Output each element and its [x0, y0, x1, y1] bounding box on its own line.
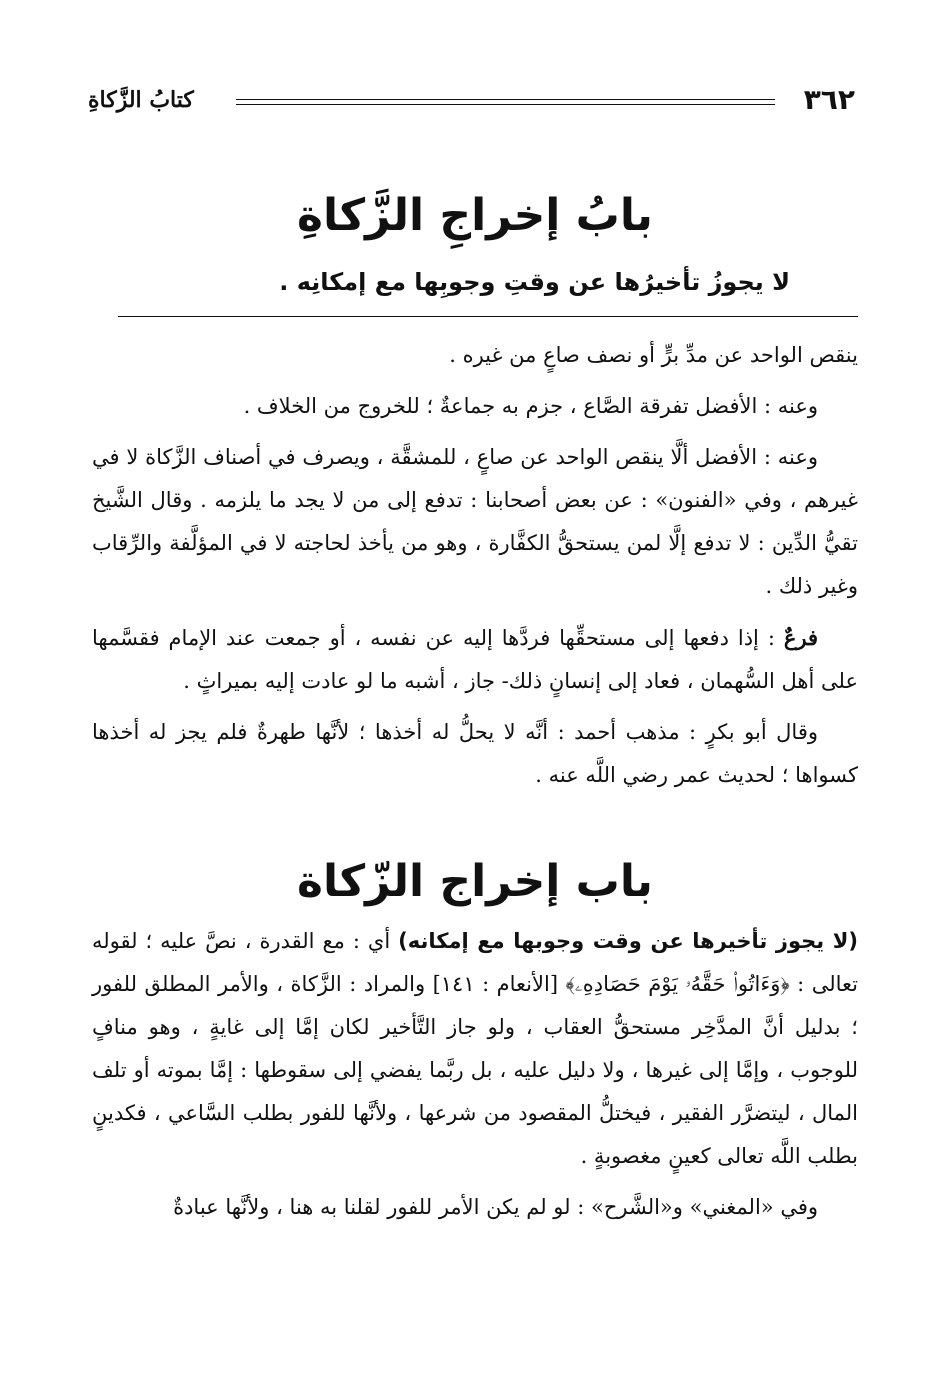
chapter-heading: بابُ إخراجِ الزَّكاةِ: [297, 190, 653, 241]
paragraph: [92, 616, 858, 703]
matn-text: لا يجوزُ تأخيرُها عن وقتِ وجوبِها مع إمكانِه .: [279, 268, 790, 296]
paragraph: وعنه : الأفضل ألَّا ينقص الواحد عن صاعٍ ، للمشقَّة ، ويصرف في أصناف الزَّكاة لا في غيرهم ، وفي «الفنون» : عن بعض أصحابنا : تدفع إلى من لا يجد ما يلزمه . وقال الشَّيخ تقيُّ الدِّين : لا تدفع إلَّا لمن يستحقُّ الكفَّارة ، وهو من يأخذ لحاجته لا في المؤلَّفة والرِّقاب وغير ذلك .: [92, 445, 858, 598]
book-title: كتابُ الزَّكاةِ: [88, 87, 194, 113]
paragraph-text: : إذا دفعها إلى مستحقِّها فردَّها إليه عن نفسه ، أو جمعت عند الإمام فقسَّمها على أهل السُّهمان ، فعاد إلى إنسانٍ ذلك- جاز ، أشبه ما لو عادت إليه بميراثٍ .: [92, 626, 858, 693]
paragraph: وقال أبو بكرٍ : مذهب أحمد : أنَّه لا يحلُّ له أخذها ؛ لأنَّها طهرةٌ فلم يجز له أخذها كسواها ؛ لحديث عمر رضي اللَّه عنه .: [92, 720, 858, 787]
paragraph: [92, 920, 858, 1178]
far-label: فرعٌ: [783, 625, 818, 650]
header-rule: [236, 99, 775, 100]
running-header: [88, 80, 855, 120]
matn-quote: (لا يجوز تأخيرها عن وقت وجوبها مع إمكانه): [398, 929, 858, 953]
main-commentary: [92, 920, 858, 1237]
paragraph-text: أي : مع القدرة ، نصَّ عليه ؛ لقوله تعالى : ﴿وَءَاتُوا۟ حَقَّهُۥ يَوْمَ حَصَادِهِۦ﴾ [الأنعام : ١٤١] والمراد : الزَّكاة ، والأمر المطلق للفور ؛ بدليل أنَّ المدَّخِر مستحقُّ العقاب ، ولو جاز التَّأخير لكان إمَّا إلى غايةٍ ، وهو منافٍ للوجوب ، وإمَّا إلى غيرها ، ولا دليل عليه ، بل ربَّما يفضي إلى سقوطها : إمَّا بموته أو تلف المال ، ليتضرَّر الفقير ، فيختلُّ المقصود من شرعها ، ولأنَّها للفور بطلب السَّاعي ، فكدينٍ بطلب اللَّه تعالى كعينٍ مغصوبةٍ .: [92, 929, 858, 1168]
section-heading: باب إخراج الزّكاة: [297, 856, 653, 907]
paragraph: ينقص الواحد عن مدِّ برٍّ أو نصف صاعٍ من غيره .: [449, 343, 858, 367]
page-number: ٣٦٢: [803, 83, 855, 116]
paragraph: وعنه : الأفضل تفرقة الصَّاع ، جزم به جماعةٌ ؛ للخروج من الخلاف .: [243, 394, 818, 418]
matn-separator: [118, 316, 858, 317]
footnote-commentary: [92, 334, 858, 805]
paragraph: وفي «المغني» و«الشَّرح» : لو لم يكن الأمر للفور لقلنا به هنا ، ولأنَّها عبادةٌ: [173, 1195, 818, 1219]
